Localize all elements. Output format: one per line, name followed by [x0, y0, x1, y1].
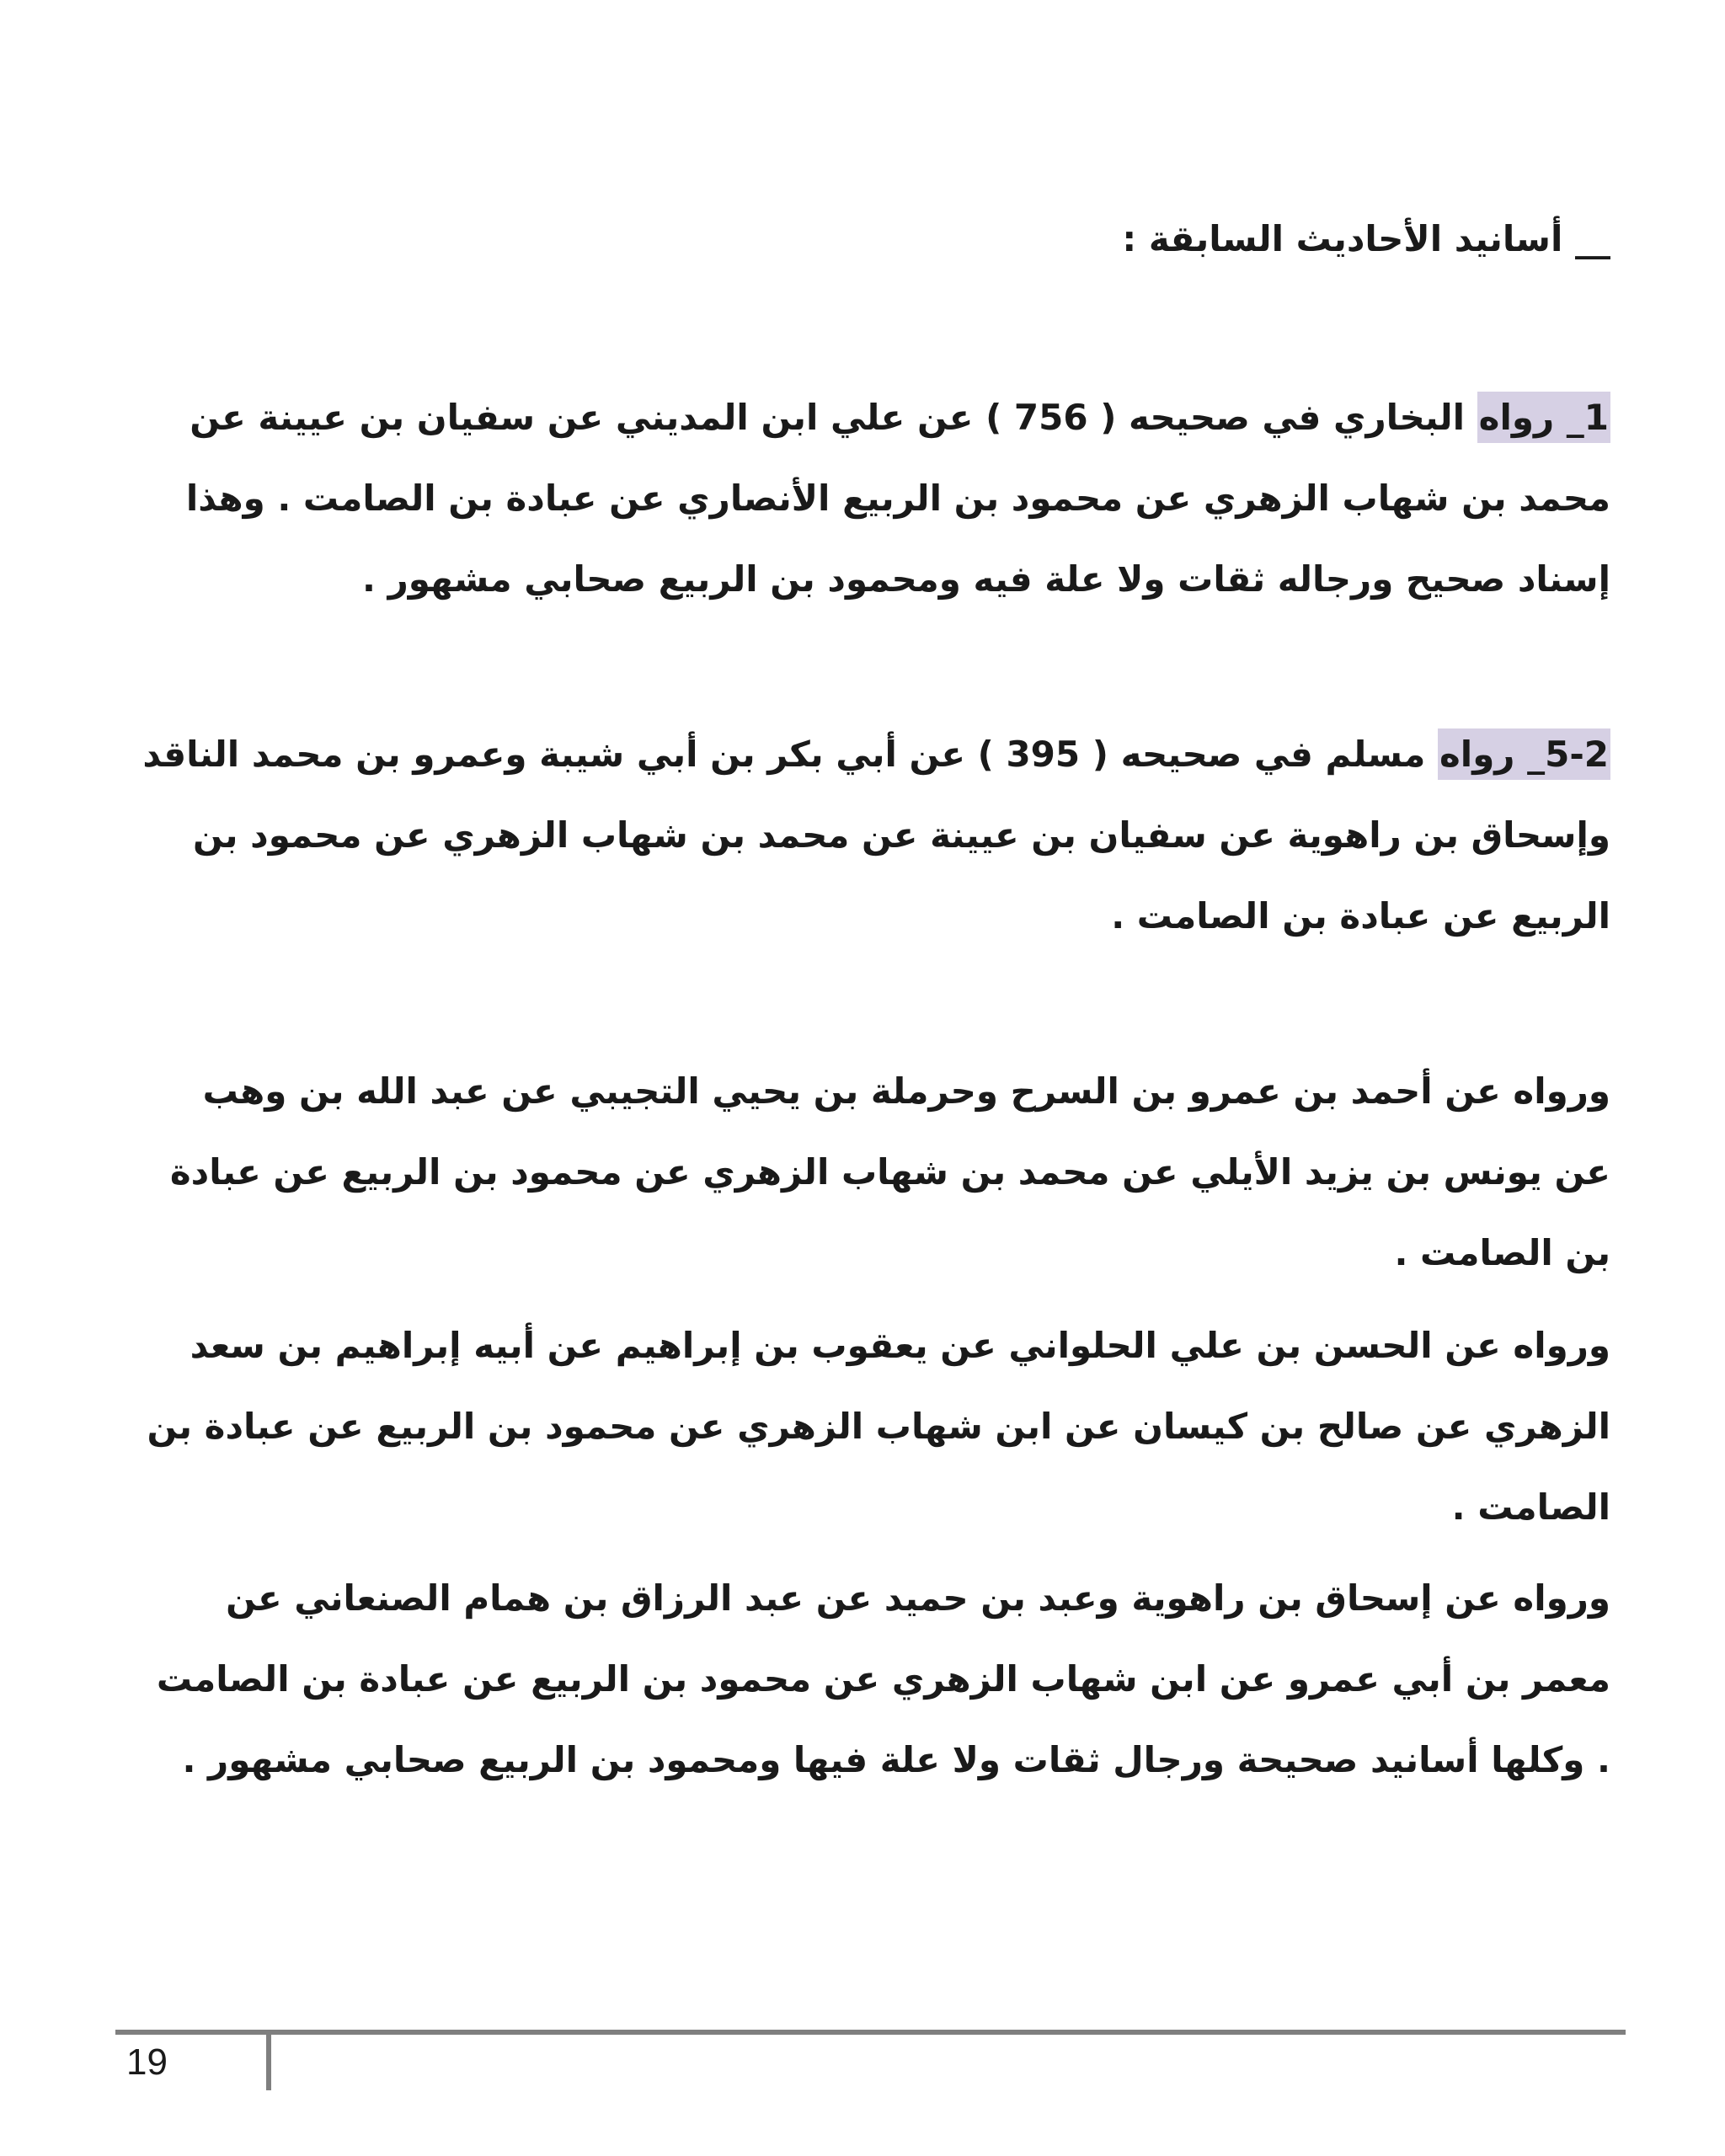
highlighted-label: 5-2_ رواه: [1438, 728, 1610, 780]
paragraph-ibn-sarh: ورواه عن أحمد بن عمرو بن السرح وحرملة بن يحيي التجيبي عن عبد الله بن وهب عن يونس بن يزيد الأيلي عن محمد بن شهاب الزهري عن محمود بن الربيع عن عبادة بن الصامت .: [169, 1070, 1610, 1273]
footer-rule: [115, 2030, 1626, 2035]
highlighted-label: 1_ رواه: [1477, 392, 1610, 443]
page-number: 19: [126, 2041, 168, 2083]
paragraph-bukhari: [135, 377, 1610, 620]
paragraph-text: البخاري في صحيحه ( 756 ) عن علي ابن المديني عن سفيان بن عيينة عن محمد بن شهاب الزهري عن محمود بن الربيع الأنصاري عن عبادة بن الصامت . وهذا إسناد صحيح ورجاله ثقات ولا علة فيه ومحمود بن الربيع صحابي مشهور .: [185, 397, 1610, 600]
paragraph-hulwani: ورواه عن الحسن بن علي الحلواني عن يعقوب بن إبراهيم عن أبيه إبراهيم بن سعد الزهري عن صالح بن كيسان عن ابن شهاب الزهري عن محمود بن الربيع عن عبادة بن الصامت .: [147, 1325, 1610, 1528]
paragraph-muslim: [135, 714, 1610, 957]
paragraph-ishaq: ورواه عن إسحاق بن راهوية وعبد بن حميد عن عبد الرزاق بن همام الصنعاني عن معمر بن أبي عمرو عن ابن شهاب الزهري عن محمود بن الربيع عن عبادة بن الصامت . وكلها أسانيد صحيحة ورجال ثقات ولا علة فيها ومحمود بن الربيع صحابي مشهور .: [156, 1577, 1610, 1780]
paragraph-text: مسلم في صحيحه ( 395 ) عن أبي بكر بن أبي شيبة وعمرو بن محمد الناقد وإسحاق بن راهوية عن سفيان بن عيينة عن محمد بن شهاب الزهري عن محمود بن الربيع عن عبادة بن الصامت .: [142, 734, 1610, 937]
section-heading: __ أسانيد الأحاديث السابقة :: [1122, 218, 1610, 259]
footer-divider: [266, 2033, 271, 2090]
